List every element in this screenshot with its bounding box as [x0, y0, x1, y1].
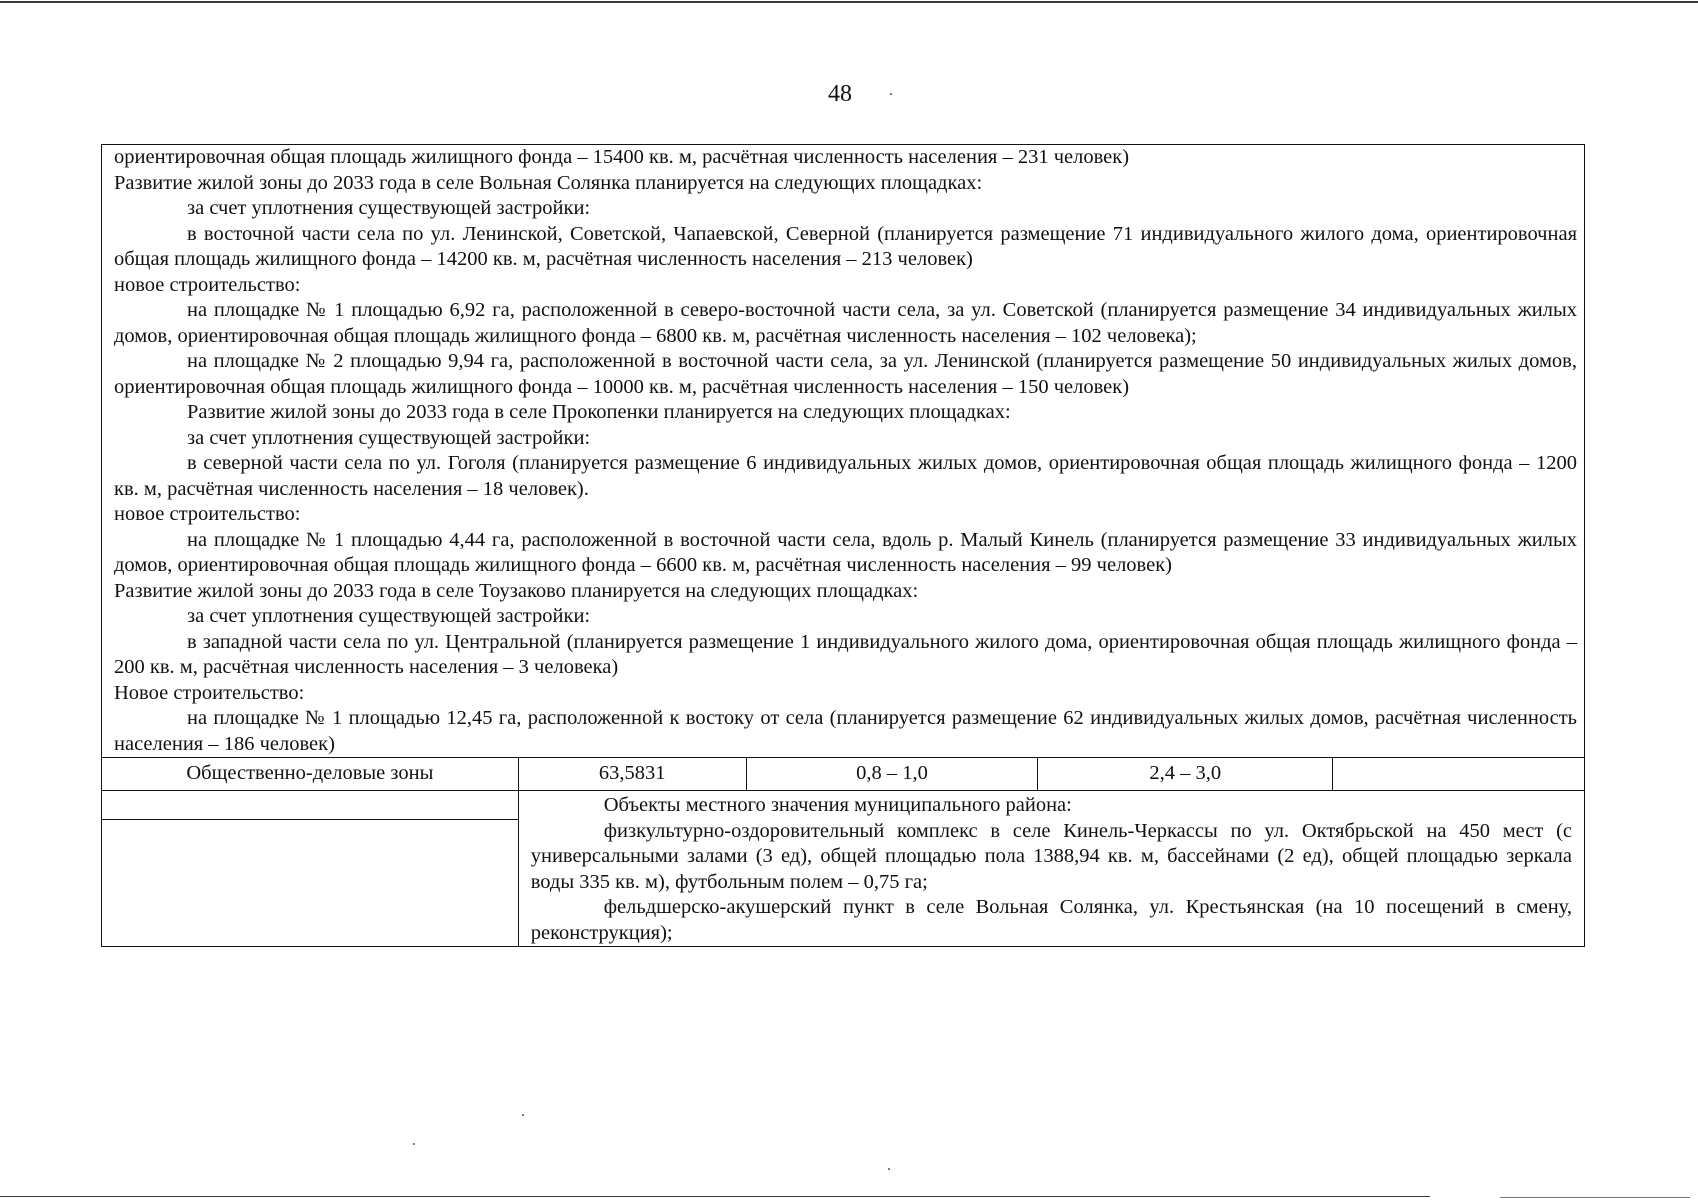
- objects-cell: [518, 791, 1584, 947]
- continuation-paragraph: на площадке № 1 площадью 6,92 га, расположенной в северо-восточной части села, за ул. Советской (планируется размещение 34 индивидуальных жилых домов, ориентировочная общая площадь жилищного фонда – 6800 кв. м, расчётная численность населения – 102 человека);: [114, 299, 1577, 347]
- scan-edge-bottom-right: [1500, 1197, 1690, 1198]
- zone-row-public-business: [102, 758, 1585, 791]
- scan-edge-top: [0, 1, 1698, 3]
- continuation-text-cell: [102, 145, 1585, 758]
- left-cell-divider: [102, 791, 518, 820]
- continuation-paragraph: на площадке № 1 площадью 12,45 га, расположенной к востоку от села (планируется размещение 62 индивидуальных жилых домов, расчётная численность населения – 186 человек): [114, 707, 1577, 755]
- scan-speck: [888, 1168, 890, 1170]
- objects-left-cell: [102, 791, 519, 947]
- continuation-row: [102, 145, 1585, 758]
- page-number: 48: [828, 81, 852, 107]
- scan-speck: [413, 1143, 415, 1145]
- objects-heading: Объекты местного значения муниципального района:: [603, 794, 1072, 816]
- zone-area: 63,5831: [518, 758, 746, 791]
- continuation-paragraph: Развитие жилой зоны до 2033 года в селе Прокопенки планируется на следующих площадках:: [187, 401, 1011, 423]
- continuation-paragraph: на площадке № 2 площадью 9,94 га, расположенной в восточной части села, за ул. Ленинской (планируется размещение 50 индивидуальных жилых домов, ориентировочная общая площадь жилищного фонда – 10000 кв. м, расчётная численность населения – 150 человек): [114, 350, 1577, 398]
- zone-col5: [1333, 758, 1585, 791]
- objects-item: физкультурно-оздоровительный комплекс в селе Кинель-Черкассы по ул. Октябрьской на 450 мест (с универсальными залами (3 ед), общей площадью пола 1388,94 кв. м, бассейнами (2 ед), общей площадью зеркала воды 335 кв. м), футбольным полем – 0,75 га;: [530, 819, 1572, 893]
- zone-name: Общественно-деловые зоны: [102, 758, 519, 791]
- continuation-paragraph: за счет уплотнения существующей застройки:: [187, 605, 591, 627]
- continuation-paragraph: за счет уплотнения существующей застройки:: [187, 426, 591, 449]
- continuation-paragraph: Развитие жилой зоны до 2033 года в селе Тоузаково планируется на следующих площадках:: [114, 579, 919, 602]
- continuation-paragraph: на площадке № 1 площадью 4,44 га, расположенной в восточной части села, вдоль р. Малый Кинель (планируется размещение 33 индивидуальных жилых домов, ориентировочная общая площадь жилищного фонда – 6600 кв. м, расчётная численность населения – 99 человек): [114, 528, 1577, 576]
- continuation-paragraph: в западной части села по ул. Центральной (планируется размещение 1 индивидуального жилого дома, ориентировочная общая площадь жилищного фонда – 200 кв. м, расчётная численность населения – 3 человека): [114, 630, 1577, 678]
- scan-speck: [890, 93, 892, 95]
- continuation-paragraph: в восточной части села по ул. Ленинской, Советской, Чапаевской, Северной (планируется размещение 71 индивидуального жилого дома, ориентировочная общая площадь жилищного фонда – 14200 кв. м, расчётная численность населения – 213 человек): [114, 222, 1577, 270]
- scan-speck: [522, 1114, 524, 1116]
- zone-col4: 2,4 – 3,0: [1038, 758, 1333, 791]
- continuation-paragraph: Развитие жилой зоны до 2033 года в селе Вольная Солянка планируется на следующих площадках:: [114, 171, 983, 194]
- master-plan-table: [101, 144, 1585, 947]
- objects-item: фельдшерско-акушерский пункт в селе Вольная Солянка, ул. Крестьянская (на 10 посещений в смену, реконструкция);: [530, 896, 1572, 944]
- scan-edge-bottom: [0, 1196, 1430, 1197]
- continuation-paragraph: новое строительство:: [114, 273, 301, 296]
- continuation-paragraph: Новое строительство:: [114, 681, 305, 704]
- continuation-paragraph: в северной части села по ул. Гоголя (планируется размещение 6 индивидуальных жилых домов, ориентировочная общая площадь жилищного фонда – 1200 кв. м, расчётная численность населения – 18 человек).: [114, 452, 1577, 500]
- continuation-paragraph: за счет уплотнения существующей застройки:: [187, 197, 591, 219]
- continuation-paragraph: новое строительство:: [114, 503, 301, 525]
- continuation-paragraph: ориентировочная общая площадь жилищного фонда – 15400 кв. м, расчётная численность населения – 231 человек): [114, 146, 1130, 168]
- zone-col3: 0,8 – 1,0: [746, 758, 1038, 791]
- objects-row: [102, 791, 1585, 947]
